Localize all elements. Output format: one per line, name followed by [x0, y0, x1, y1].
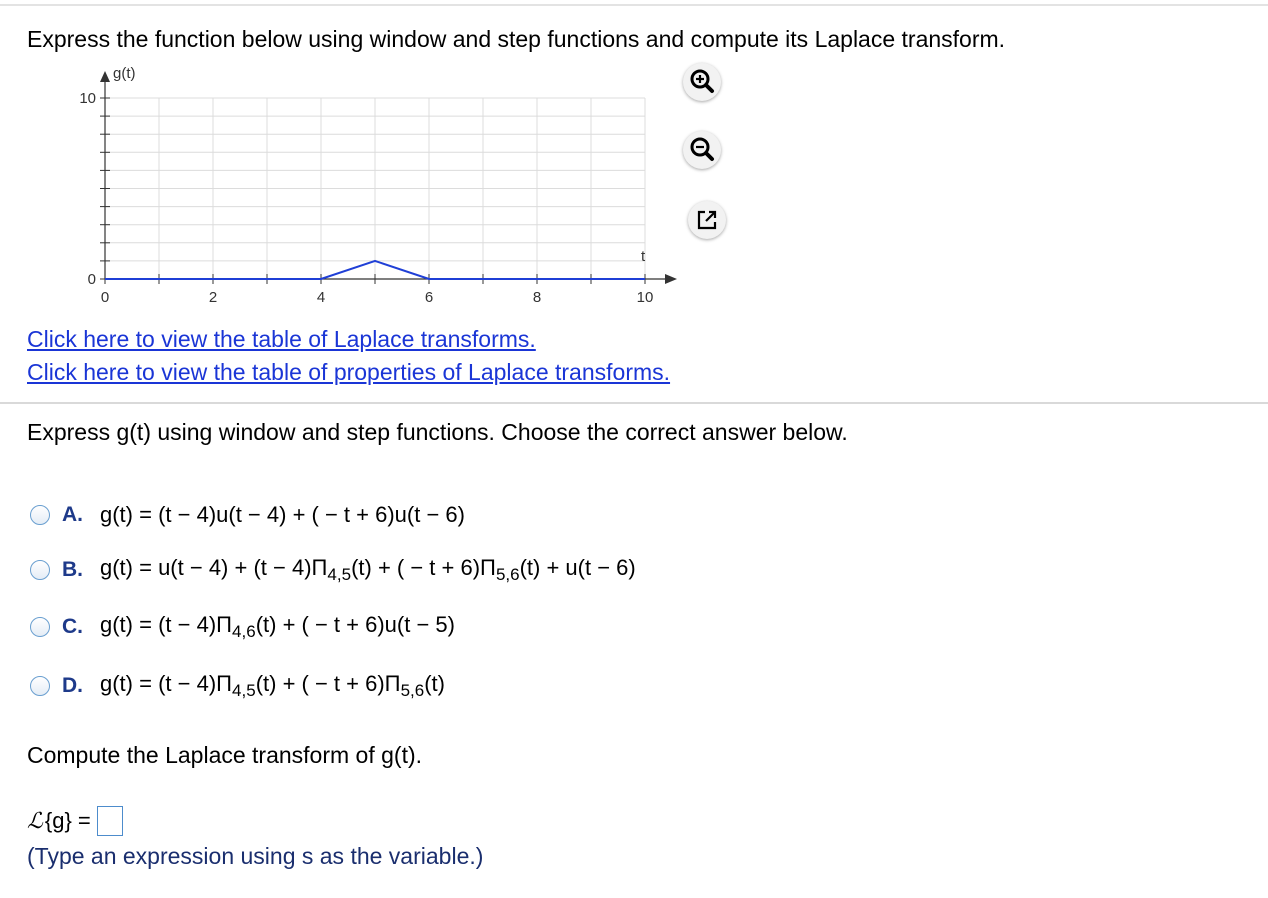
- option-c-radio[interactable]: [30, 617, 50, 637]
- x-tick-label-2: 2: [208, 289, 218, 306]
- popout-button[interactable]: [688, 201, 726, 239]
- x-tick-label-4: 4: [316, 289, 326, 306]
- option-c-letter: C.: [62, 615, 83, 638]
- zoom-in-button[interactable]: [683, 63, 721, 101]
- zoom-out-button[interactable]: [683, 131, 721, 169]
- option-d-radio[interactable]: [30, 676, 50, 696]
- option-b[interactable]: [30, 555, 636, 585]
- option-b-letter: B.: [62, 558, 83, 581]
- y-tick-label-0: 0: [87, 271, 96, 288]
- y-axis-label: g(t): [113, 65, 136, 82]
- x-tick-label-6: 6: [424, 289, 434, 306]
- answer-row: [27, 806, 123, 836]
- x-tick-label-10: 10: [636, 289, 654, 306]
- option-a-expression: g(t) = (t − 4)u(t − 4) + ( − t + 6)u(t − 6): [100, 502, 465, 527]
- laplace-table-link[interactable]: Click here to view the table of Laplace transforms.: [27, 326, 536, 352]
- question-title: Express the function below using window and step functions and compute its Laplace transform.: [27, 26, 1006, 52]
- option-a-radio[interactable]: [30, 505, 50, 525]
- popout-icon: [688, 201, 726, 239]
- option-d[interactable]: [30, 671, 445, 701]
- option-d-expression: $g(t) = (t - 4)\Pi_{4,5}(t)$ + ( − $t + 6)\Pi_{5,6}(t)$: [100, 671, 445, 700]
- answer-hint: (Type an expression using s as the variable.): [27, 843, 484, 869]
- part2-prompt: Compute the Laplace transform of g(t).: [27, 742, 423, 768]
- x-tick-label-8: 8: [532, 289, 542, 306]
- function-graph: [58, 60, 748, 320]
- option-b-expression: $g(t) = u(t - 4) + (t - 4)\Pi_{4,5}(t)$ + ( − $t + 6)\Pi_{5,6}(t) + u(t - 6)$: [100, 555, 636, 584]
- x-axis-label: t: [641, 248, 646, 265]
- option-d-letter: D.: [62, 674, 83, 697]
- option-a[interactable]: [30, 500, 465, 530]
- y-tick-label-10: 10: [79, 90, 96, 107]
- laplace-symbol: ℒ: [27, 808, 43, 834]
- laplace-answer-input[interactable]: [97, 806, 123, 836]
- x-axis-arrow: [665, 274, 677, 284]
- x-tick-label-0: 0: [100, 289, 110, 306]
- section-divider: [0, 402, 1268, 404]
- option-c-expression: $g(t) = (t - 4)\Pi_{4,6}(t)$ + ( − t + 6)u(t − 5): [100, 612, 455, 641]
- properties-table-link[interactable]: Click here to view the table of properties of Laplace transforms.: [27, 359, 671, 385]
- graph-grid: [105, 98, 645, 279]
- answer-lhs: {g} =: [44, 808, 91, 833]
- zoom-in-icon: [683, 63, 721, 101]
- part1-prompt: Express g(t) using window and step functions. Choose the correct answer below.: [27, 419, 848, 445]
- top-border: [0, 4, 1268, 6]
- y-axis-arrow: [100, 71, 110, 82]
- zoom-out-icon: [683, 131, 721, 169]
- option-a-letter: A.: [62, 503, 83, 526]
- option-b-radio[interactable]: [30, 560, 50, 580]
- option-c[interactable]: [30, 612, 455, 642]
